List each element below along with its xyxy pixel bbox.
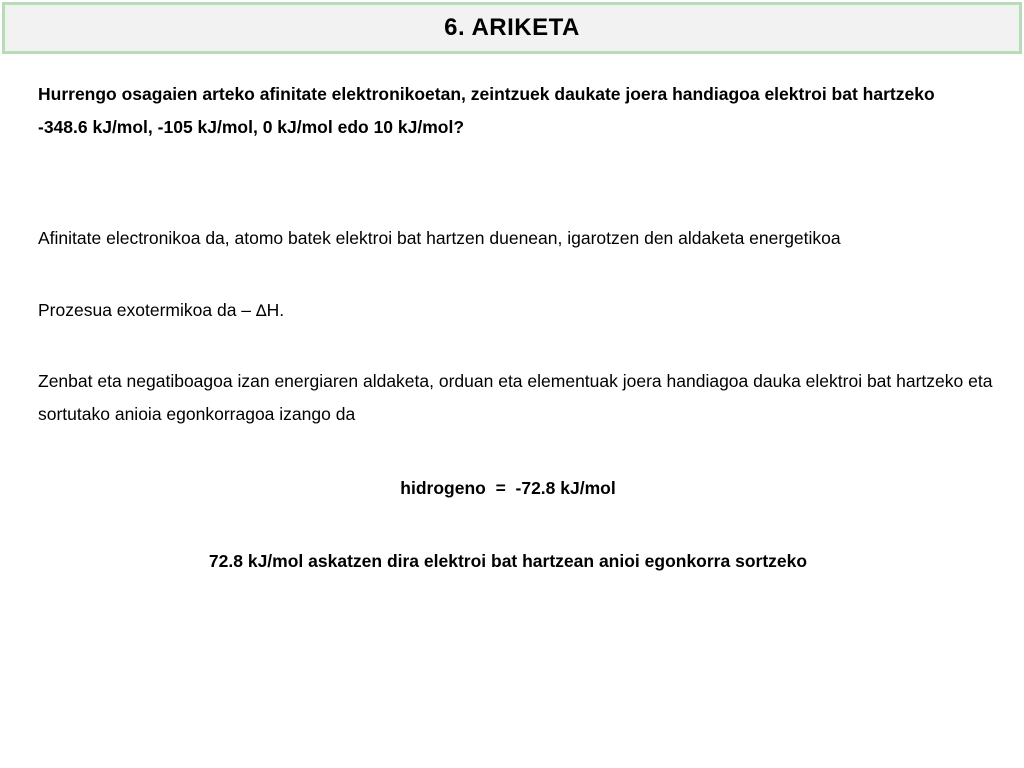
question-text: Hurrengo osagaien arteko afinitate elektronikoetan, zeintzuek daukate joera handiagoa elektroi bat hartzeko -348.6 kJ/mol, -105 kJ/mol, 0 kJ/mol edo 10 kJ/mol?	[38, 84, 935, 137]
slide-content	[38, 78, 993, 571]
process-prefix: Prozesua exotermikoa da –	[38, 300, 256, 320]
title-bar	[2, 2, 1022, 54]
explanation-text: Zenbat eta negatiboagoa izan energiaren aldaketa, orduan eta elementuak joera handiagoa dauka elektroi bat hartzeko eta sortutako anioia egonkorragoa izango da	[38, 371, 993, 424]
process-suffix: H.	[266, 300, 285, 320]
hydrogen-equation: hidrogeno = -72.8 kJ/mol	[400, 478, 616, 498]
page-title: 6. ARIKETA	[444, 14, 580, 41]
delta-symbol: ∆	[255, 301, 267, 320]
conclusion-text: 72.8 kJ/mol askatzen dira elektroi bat hartzean anioi egonkorra sortzeko	[208, 551, 808, 571]
definition-text: Afinitate electronikoa da, atomo batek elektroi bat hartzen duenean, igarotzen den aldaketa energetikoa	[38, 228, 841, 248]
process-text	[38, 294, 998, 327]
